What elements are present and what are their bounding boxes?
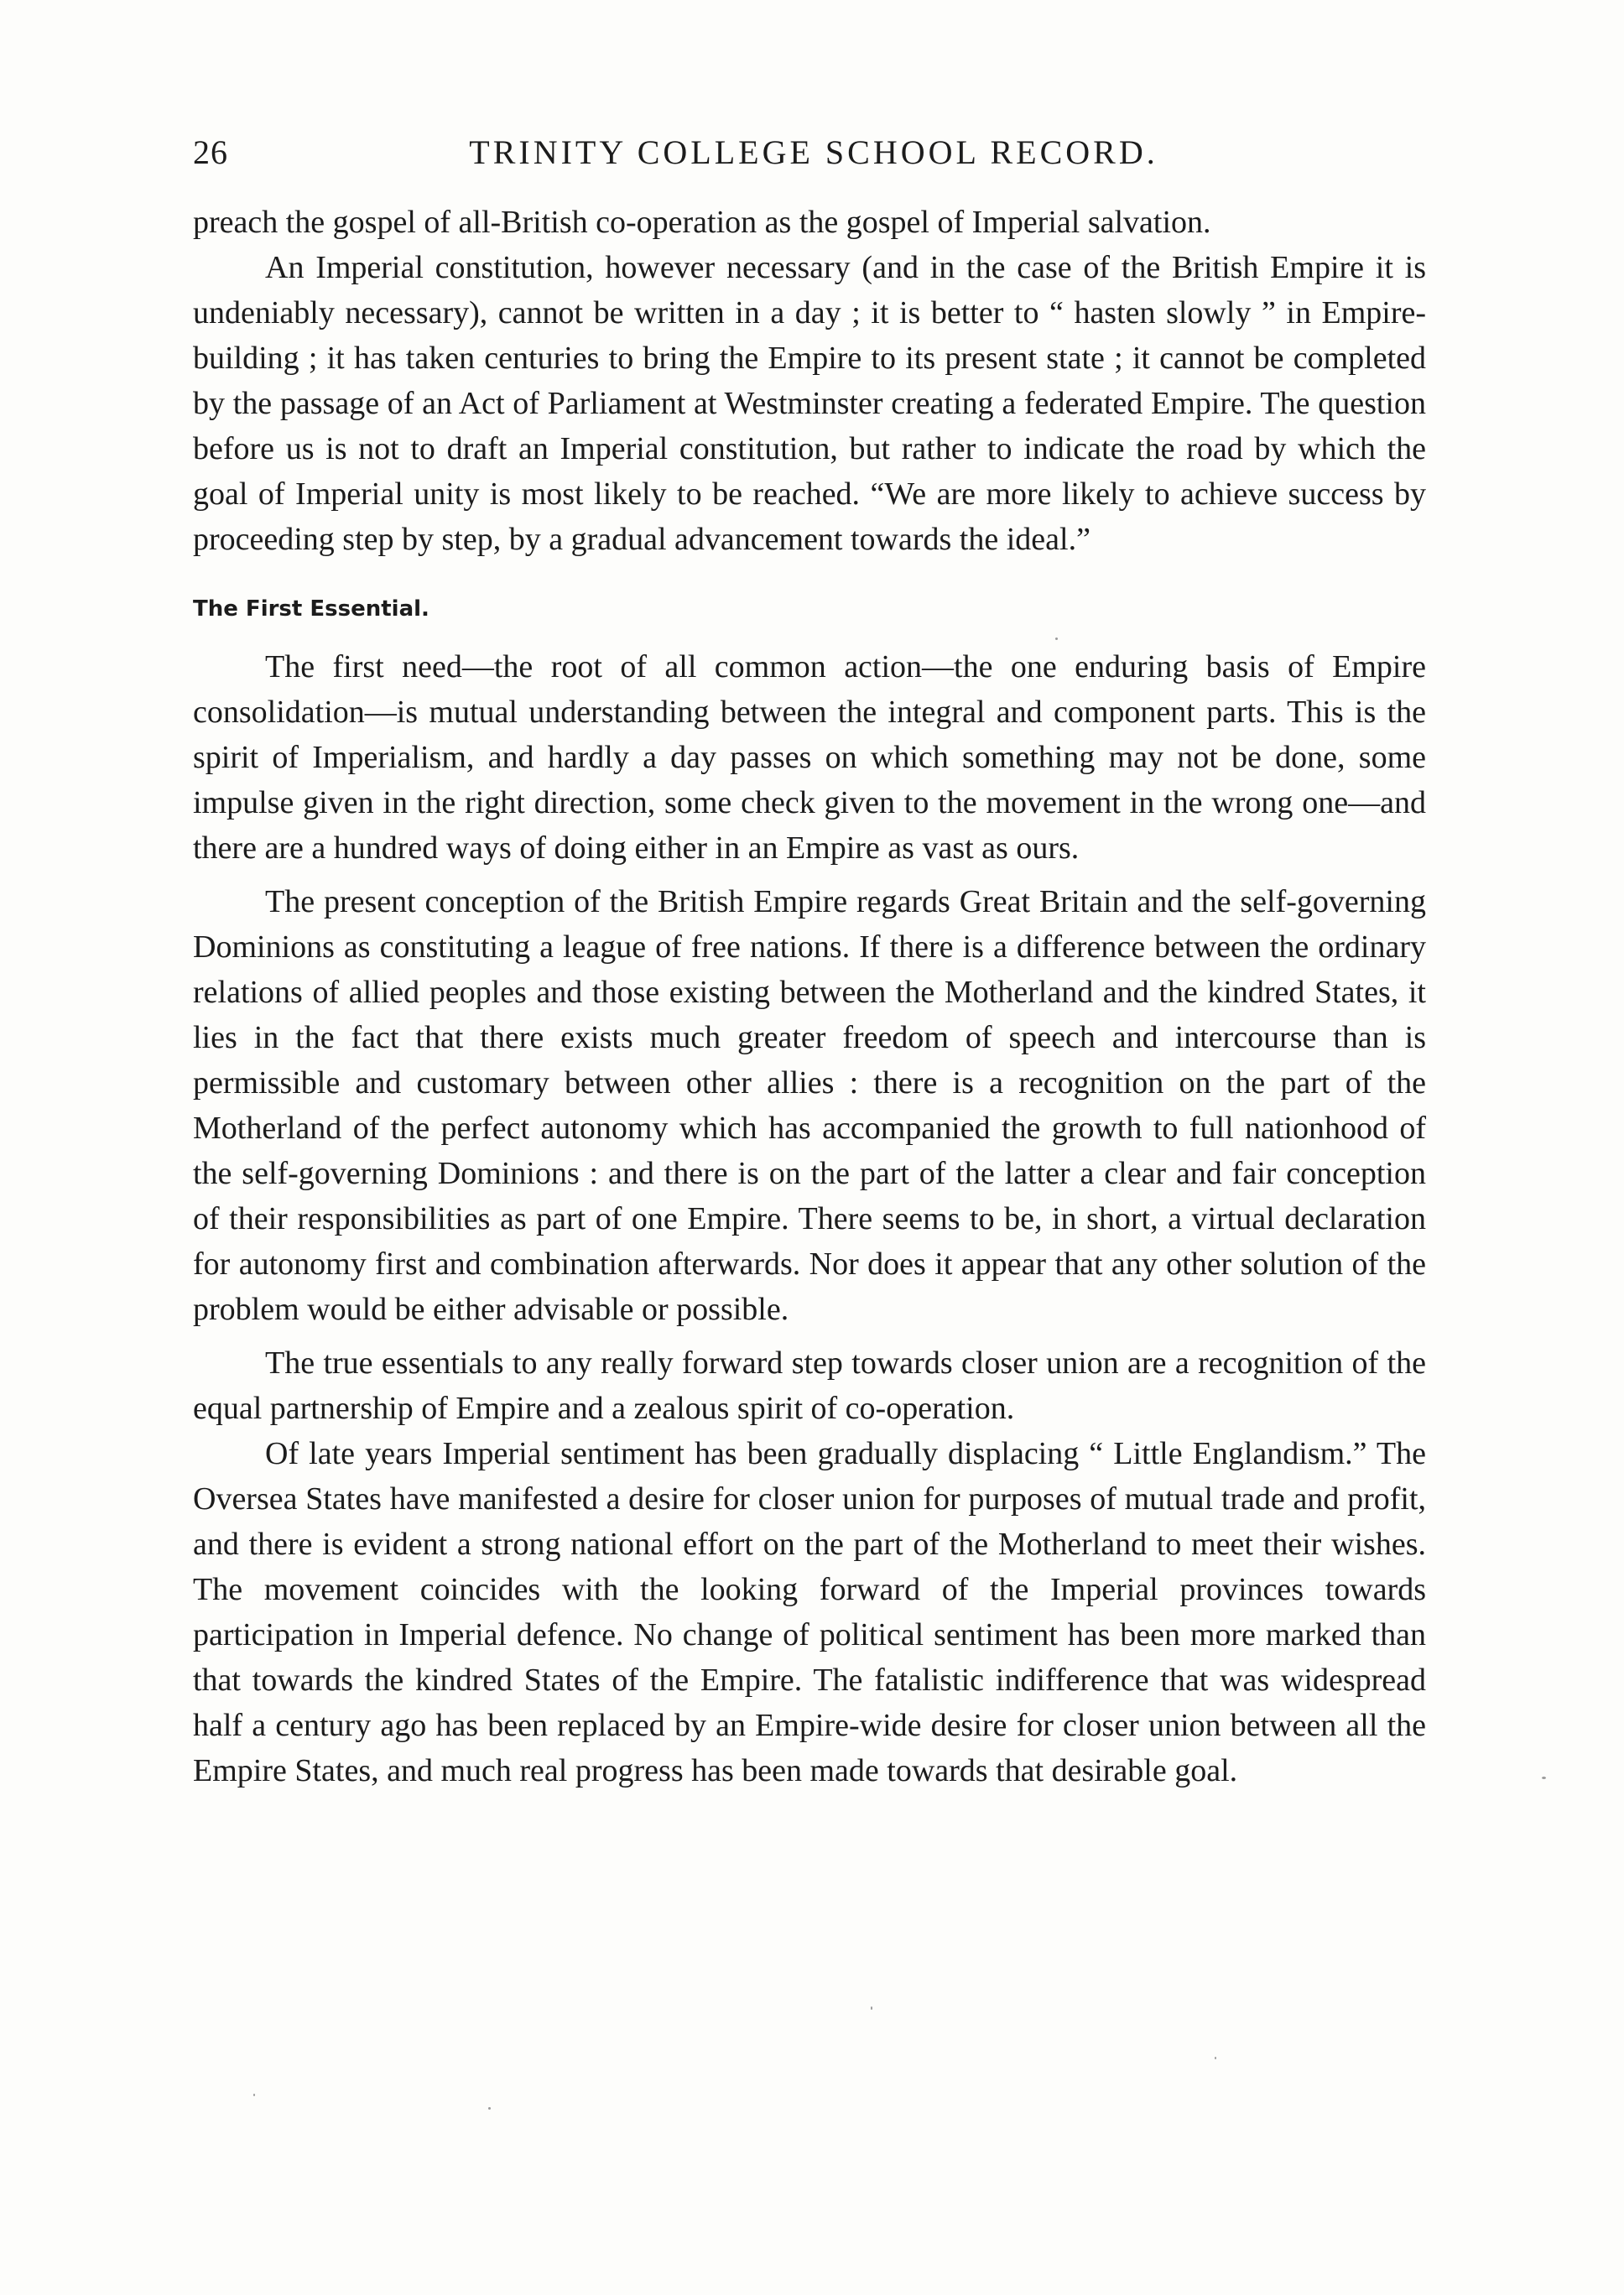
article-body	[193, 200, 1426, 1793]
paragraph: Of late years Imperial sentiment has been gradually displacing “ Little Englandism.” The Oversea States have manifested a desire for closer union for purposes of mutual trade and profit, and there is evident a strong national effort on the part of the Motherland to meet their wishes. The movement coincides with the looking forward of the Imperial provinces towards participation in Imperial defence. No change of political sentiment has been more marked than that towards the kindred States of the Empire. The fatalistic indifference that was widespread half a century ago has been replaced by an Empire-wide desire for closer union between all the Empire States, and much real progress has been made towards that desirable goal.	[193, 1436, 1426, 1788]
scan-speck	[1542, 1777, 1546, 1779]
paragraph: The present conception of the British Empire regards Great Britain and the self-governing Dominions as constituting a league of free nations. If there is a difference between the ordinary relations of allied peoples and those existing between the Motherland and the kindred States, it lies in the fact that there exists much greater freedom of speech and intercourse than is permissible and customary between other allies : there is a recognition on the part of the Motherland of the perfect autonomy which has accompanied the growth to full nationhood of the self-governing Dominions : and there is on the part of the latter a clear and fair conception of their responsibilities as part of one Empire. There seems to be, in short, a virtual declaration for autonomy first and combination afterwards. Nor does it appear that any other solution of the problem would be either advisable or possible.	[193, 884, 1426, 1327]
scan-speck	[488, 2107, 491, 2110]
page-header	[193, 133, 1434, 183]
paragraph: The first need—the root of all common action—the one enduring basis of Empire consolidation—is mutual understanding between the integral and component parts. This is the spirit of Imperialism, and hardly a day passes on which something may not be done, some impulse given in the right direction, some check given to the movement in the wrong one—and there are a hundred ways of doing either in an Empire as vast as ours.	[193, 649, 1426, 866]
scan-speck	[1055, 638, 1058, 640]
page-number: 26	[193, 133, 228, 171]
section-heading: The First Essential.	[193, 596, 429, 622]
paragraph: The true essentials to any really forward step towards closer union are a recognition of the equal partnership of Empire and a zealous spirit of co-operation.	[193, 1345, 1426, 1426]
scan-speck	[253, 2094, 255, 2096]
scan-speck	[871, 2006, 872, 2010]
running-title: TRINITY COLLEGE SCHOOL RECORD.	[469, 133, 1158, 171]
scan-speck	[1215, 2057, 1216, 2059]
paragraph: preach the gospel of all-British co-operation as the gospel of Imperial salvation.	[193, 205, 1211, 240]
paragraph: An Imperial constitution, however necessary (and in the case of the British Empire it is undeniably necessary), cannot be written in a day ; it is better to “ hasten slowly ” in Empire-building ; it has taken centuries to bring the Empire to its present state ; it cannot be completed by the passage of an Act of Parliament at Westminster creating a federated Empire. The question before us is not to draft an Imperial constitution, but rather to indicate the road by which the goal of Imperial unity is most likely to be reached. “We are more likely to achieve success by proceeding step by step, by a gradual advancement towards the ideal.”	[193, 250, 1426, 557]
